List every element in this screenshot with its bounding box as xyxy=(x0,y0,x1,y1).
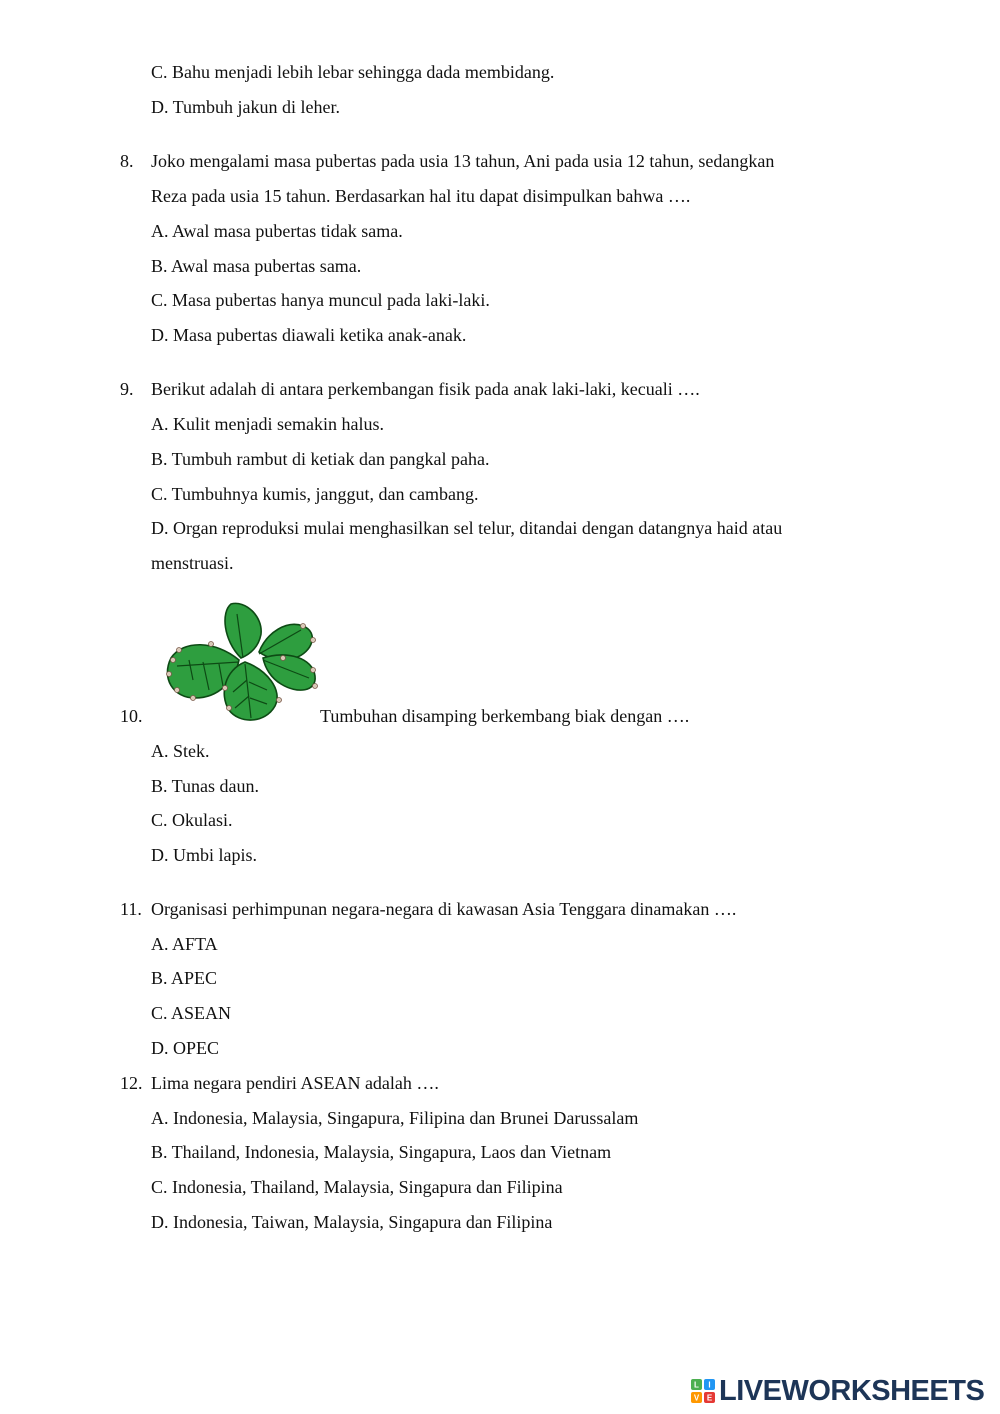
q10-option-a: A. Stek. xyxy=(151,741,210,761)
q11-option-c: C. ASEAN xyxy=(151,1003,232,1023)
q12-option-b: B. Thailand, Indonesia, Malaysia, Singapura, Laos dan Vietnam xyxy=(151,1142,612,1162)
plant-leaf-top xyxy=(225,603,261,658)
q8-option-c: C. Masa pubertas hanya muncul pada laki-laki. xyxy=(151,290,490,310)
q11-option-b: B. APEC xyxy=(151,968,218,988)
q11-option-d: D. OPEC xyxy=(151,1038,220,1058)
logo-mark-letter-i: I xyxy=(708,1380,711,1390)
q10-option-b: B. Tunas daun. xyxy=(151,776,260,796)
q8-option-d: D. Masa pubertas diawali ketika anak-anak. xyxy=(151,325,467,345)
q12-number: 12. xyxy=(120,1073,143,1093)
q8-option-a: A. Awal masa pubertas tidak sama. xyxy=(151,221,403,241)
q8-number: 8. xyxy=(120,151,134,171)
q8-text-line1: Joko mengalami masa pubertas pada usia 13 tahun, Ani pada usia 12 tahun, sedangkan xyxy=(151,151,775,171)
q9-text: Berikut adalah di antara perkembangan fisik pada anak laki-laki, kecuali …. xyxy=(151,379,700,399)
logo-mark-letter-e: E xyxy=(706,1393,713,1403)
logo-mark-letter-v: V xyxy=(693,1393,700,1403)
liveworksheets-logo xyxy=(690,1376,984,1406)
q9-option-c: C. Tumbuhnya kumis, janggut, dan cambang. xyxy=(151,484,479,504)
q8-text-line2: Reza pada usia 15 tahun. Berdasarkan hal itu dapat disimpulkan bahwa …. xyxy=(151,186,691,206)
liveworksheets-logo-mark-icon xyxy=(690,1378,716,1404)
q9-option-b: B. Tumbuh rambut di ketiak dan pangkal paha. xyxy=(151,449,490,469)
q9-number: 9. xyxy=(120,379,134,399)
plant-illustration xyxy=(163,600,323,724)
q12-option-c: C. Indonesia, Thailand, Malaysia, Singapura dan Filipina xyxy=(151,1177,563,1197)
q10-option-c: C. Okulasi. xyxy=(151,810,233,830)
q11-option-a: A. AFTA xyxy=(151,934,218,954)
q9-option-d: D. Organ reproduksi mulai menghasilkan sel telur, ditandai dengan datangnya haid atau xyxy=(151,518,783,538)
q9-option-d-continuation: menstruasi. xyxy=(151,553,234,573)
q11-number: 11. xyxy=(120,899,142,919)
q9-option-a: A. Kulit menjadi semakin halus. xyxy=(151,414,384,434)
q7-option-c: C. Bahu menjadi lebih lebar sehingga dada membidang. xyxy=(151,62,555,82)
q10-text: Tumbuhan disamping berkembang biak dengan …. xyxy=(320,706,690,726)
logo-mark-letter-l: L xyxy=(694,1380,699,1390)
q8-option-b: B. Awal masa pubertas sama. xyxy=(151,256,362,276)
q12-text: Lima negara pendiri ASEAN adalah …. xyxy=(151,1073,439,1093)
q10-option-d: D. Umbi lapis. xyxy=(151,845,257,865)
q11-text: Organisasi perhimpunan negara-negara di kawasan Asia Tenggara dinamakan …. xyxy=(151,899,737,919)
q7-option-d: D. Tumbuh jakun di leher. xyxy=(151,97,341,117)
q12-option-a: A. Indonesia, Malaysia, Singapura, Filipina dan Brunei Darussalam xyxy=(151,1108,639,1128)
q12-option-d: D. Indonesia, Taiwan, Malaysia, Singapura dan Filipina xyxy=(151,1212,553,1232)
liveworksheets-logo-text: LIVEWORKSHEETS xyxy=(719,1375,985,1407)
q10-number: 10. xyxy=(120,706,143,726)
